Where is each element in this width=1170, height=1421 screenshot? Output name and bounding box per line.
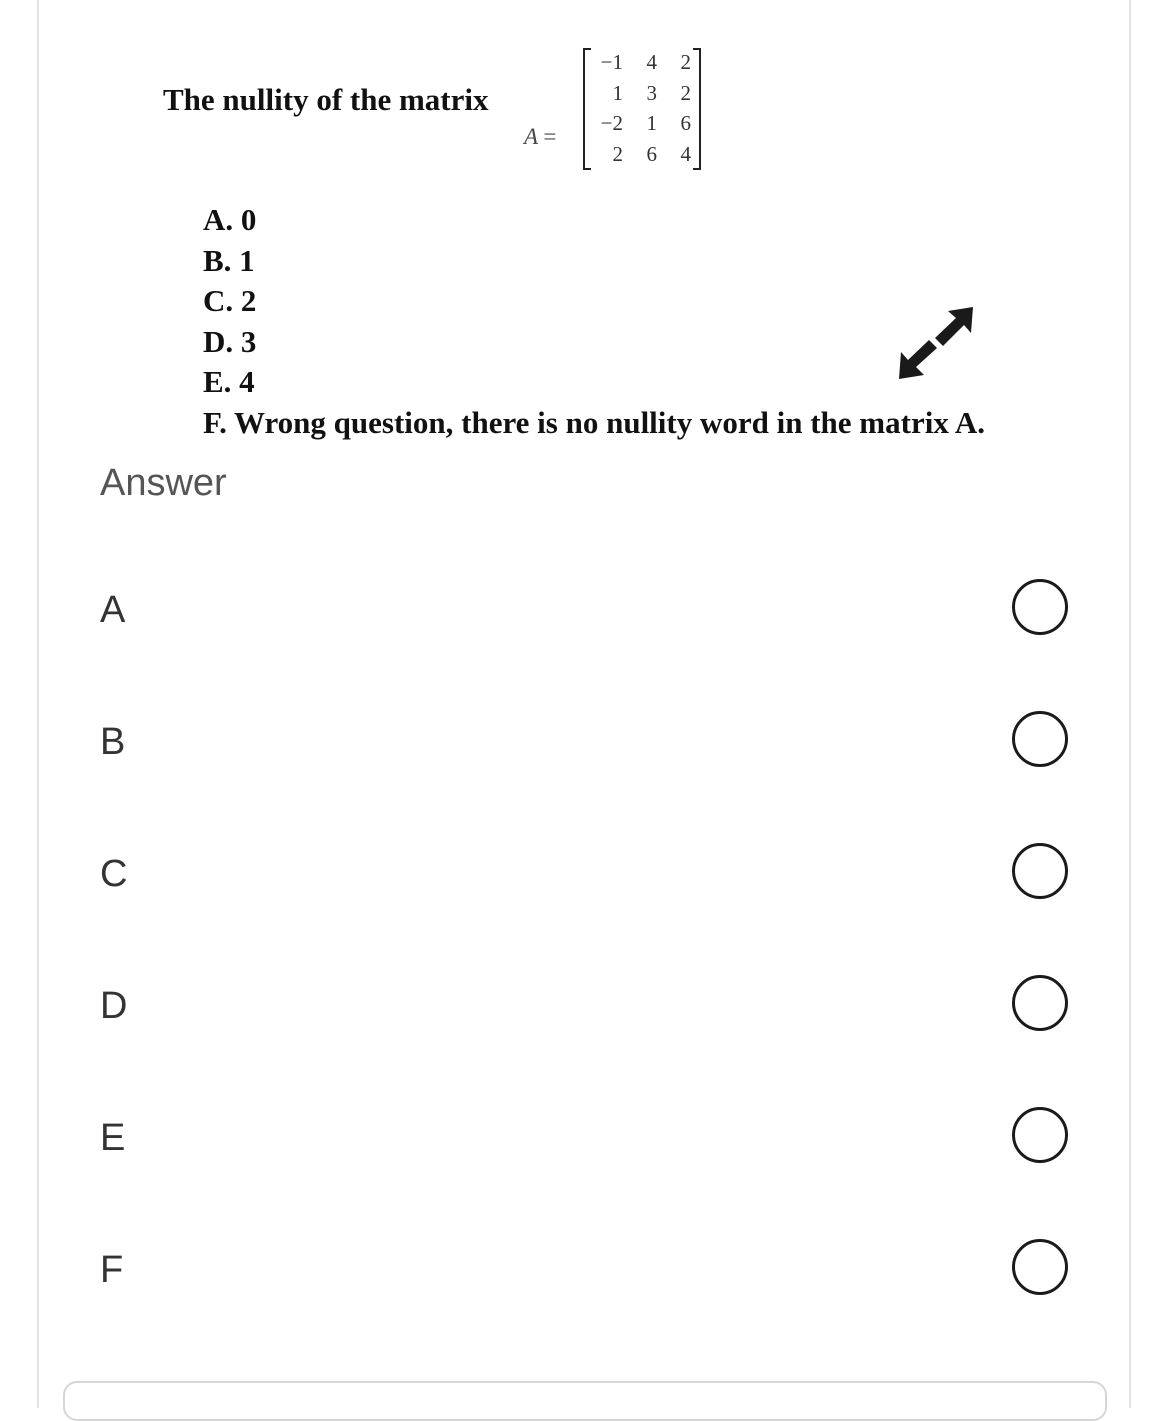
question-image [150,30,1050,450]
choice-label: E [100,1117,126,1159]
matrix-cell: 2 [612,142,623,166]
radio-button[interactable] [1012,1107,1068,1163]
choice-label: A [100,589,126,631]
question-option: B. 1 [203,242,255,278]
question-option: A. 0 [203,202,257,237]
matrix-cell: −2 [600,111,623,135]
answer-choice-d[interactable] [100,975,1100,1055]
expand-arrows-icon[interactable] [895,305,975,381]
matrix-cell: 6 [680,111,691,135]
matrix-row [591,81,693,111]
matrix-equals: = [543,124,557,149]
choice-label: B [100,721,126,763]
question-option: F. Wrong question, there is no nullity word in the matrix A. [203,404,985,440]
matrix [583,46,701,172]
next-section-box[interactable] [63,1381,1107,1421]
radio-button[interactable] [1012,1239,1068,1295]
matrix-cell: 1 [646,111,657,135]
answer-choice-b[interactable] [100,711,1100,791]
matrix-cell: 2 [680,50,691,74]
question-option: D. 3 [203,323,257,359]
radio-button[interactable] [1012,579,1068,635]
choice-label: D [100,985,128,1027]
matrix-cell: 3 [646,81,657,105]
radio-button[interactable] [1012,843,1068,899]
matrix-right-bracket [693,48,701,170]
matrix-cell: 1 [612,81,623,105]
choice-label: C [100,853,128,895]
matrix-row [591,111,693,141]
radio-button[interactable] [1012,975,1068,1031]
radio-button[interactable] [1012,711,1068,767]
answer-choice-e[interactable] [100,1107,1100,1187]
matrix-cell: 2 [680,81,691,105]
question-option: E. 4 [203,364,255,399]
matrix-cell: 4 [646,50,657,74]
matrix-row [591,50,693,80]
answer-choice-a[interactable] [100,579,1100,659]
answer-heading: Answer [100,462,227,504]
answer-choice-c[interactable] [100,843,1100,923]
question-option: C. 2 [203,283,257,318]
matrix-label [524,124,556,150]
answer-choice-f[interactable] [100,1239,1100,1319]
matrix-cell: 4 [680,142,691,166]
matrix-name: A [524,124,538,149]
choice-label: F [100,1249,124,1291]
question-prompt: The nullity of the matrix [163,82,489,117]
matrix-row [591,142,693,172]
matrix-cell: 6 [646,142,657,166]
matrix-left-bracket [583,48,591,170]
matrix-cell: −1 [600,50,623,74]
question-options [203,200,985,443]
